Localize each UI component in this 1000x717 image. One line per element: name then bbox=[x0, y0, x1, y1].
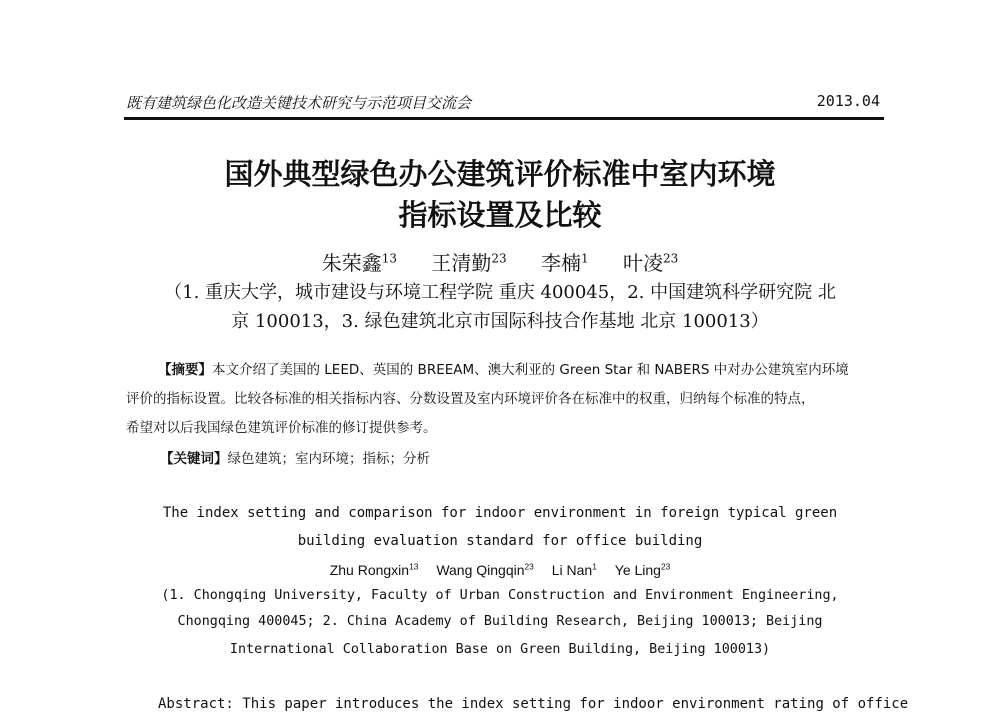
author-cn: 王清勤$^{23}$ bbox=[431, 251, 507, 275]
paper-title-line-2: 指标设置及比较 bbox=[398, 198, 602, 232]
authors-cn bbox=[0, 250, 1000, 276]
author-cn: 李楠$^1$ bbox=[541, 251, 589, 275]
affiliation-en-line-3: International Collaboration Base on Green Building, Beijing 100013) bbox=[229, 642, 771, 657]
abstract-cn-line-1: 【摘要】本文介绍了美国的 LEED、英国的 BREEAM、澳大利亚的 Green Star 和 NABERS 中对办公建筑室内环境 bbox=[158, 362, 849, 378]
affiliation-cn-line-2: 京 100013，3. 绿色建筑北京市国际科技合作基地 北京 100013） bbox=[231, 311, 769, 332]
paper-title-line-1: 国外典型绿色办公建筑评价标准中室内环境 bbox=[224, 157, 776, 191]
author-en: Li Nan$^1$ bbox=[551, 561, 597, 578]
header-divider bbox=[124, 117, 884, 120]
running-header-date: 2013.04 bbox=[816, 92, 880, 110]
keywords-cn: 【关键词】绿色建筑；室内环境；指标；分析 bbox=[160, 451, 430, 467]
english-title-line-1: The index setting and comparison for indoor environment in foreign typical green bbox=[162, 505, 838, 521]
author-cn: 朱荣鑫$^{13}$ bbox=[321, 251, 397, 275]
abstract-cn-line-2: 评价的指标设置。比较各标准的相关指标内容、分数设置及室内环境评价各在标准中的权重，归纳每个标准的特点， bbox=[126, 391, 815, 407]
author-cn: 叶凌$^{23}$ bbox=[623, 251, 679, 275]
author-en: Wang Qingqin$^{23}$ bbox=[436, 561, 534, 578]
authors-en bbox=[0, 560, 1000, 580]
author-en: Zhu Rongxin$^{13}$ bbox=[329, 561, 419, 578]
abstract-cn-label: 【摘要】 bbox=[158, 362, 212, 378]
author-en: Ye Ling$^{23}$ bbox=[614, 561, 671, 578]
affiliation-cn-line-1: （1. 重庆大学，城市建设与环境工程学院 重庆 400045，2. 中国建筑科学研究院 北 bbox=[164, 282, 836, 303]
affiliation-en-line-1: (1. Chongqing University, Faculty of Urban Construction and Environment Engineering, bbox=[161, 588, 839, 603]
running-header-journal: 既有建筑绿色化改造关键技术研究与示范项目交流会 bbox=[126, 94, 472, 112]
keywords-cn-label: 【关键词】 bbox=[160, 451, 228, 467]
english-title-line-2: building evaluation standard for office building bbox=[297, 533, 703, 549]
abstract-en-line-1: Abstract: This paper introduces the index setting for indoor environment rating of office bbox=[158, 696, 909, 712]
abstract-cn-line-3: 希望对以后我国绿色建筑评价标准的修订提供参考。 bbox=[126, 420, 437, 436]
affiliation-en-line-2: Chongqing 400045; 2. China Academy of Building Research, Beijing 100013; Beijing bbox=[177, 614, 823, 629]
